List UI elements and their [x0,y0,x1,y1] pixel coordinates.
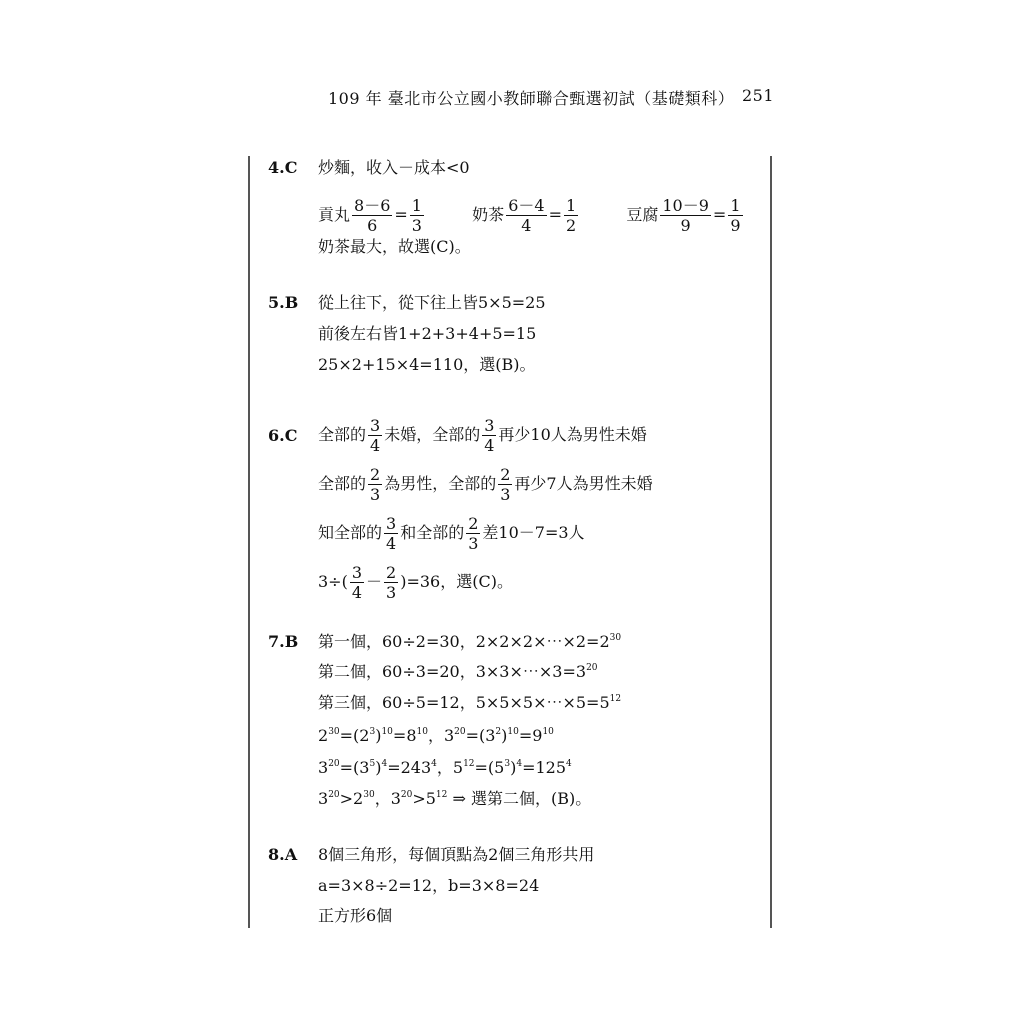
q6-line-3: 知全部的 $\frac{3}{4}$ 和全部的 $\frac{2}{3}$ 差10－7=3人 [318,514,585,553]
question-4-number: 4.C [268,158,298,177]
fraction: $\frac{2}{3}$ [386,563,397,602]
q5-line-1: 從上往下，從下往上皆5×5=25 [318,293,546,312]
page-header [328,86,788,109]
q7-line-1: 第一個，60÷2=30，$2\times 2\times 2\times\cdots\times 2=2^{30}$ [318,632,622,651]
fraction: $\frac{6-4}{4}$ [508,196,545,235]
q8-line-3: 正方形6個 [318,906,393,925]
q7-line-4: $2^{30}=(2^3)^{10}=8^{10}$，$3^{20}=(3^2)^{10}=9^{10}$ [318,726,554,745]
q7-line-2: 第二個，60÷3=20，$3\times 3\times\cdots\times 3=3^{20}$ [318,662,598,681]
q4-line-3: 奶茶最大，故選(C)。 [318,237,471,256]
q6-line-4: 3÷( $\frac{3}{4}$ － $\frac{2}{3}$ )=36，選(C)。 [318,563,513,602]
question-5-number: 5.B [268,293,299,312]
q6-line-2: 全部的 $\frac{2}{3}$ 為男性，全部的 $\frac{2}{3}$ 再少7人為男性未婚 [318,465,653,504]
q8-line-2: a=3×8÷2=12，b=3×8=24 [318,876,540,895]
q4-line-1: 炒麵，收入－成本<0 [318,158,470,177]
q7-line-3: 第三個，60÷5=12，$5\times 5\times 5\times\cdots\times 5=5^{12}$ [318,693,622,712]
q4-item1-label: 貢丸 [318,205,351,224]
fraction: $\frac{3}{4}$ [386,514,397,553]
q8-line-1: 8個三角形，每個頂點為2個三角形共用 [318,845,595,864]
q7-line-5: $3^{20}=(3^5)^4=243^4$，$5^{12}=(5^3)^4=125^4$ [318,758,572,777]
q6-line-1: 全部的 $\frac{3}{4}$ 未婚，全部的 $\frac{3}{4}$ 再少10人為男性未婚 [318,416,647,455]
fraction: $\frac{2}{3}$ [370,465,381,504]
header-title: 109 年 臺北市公立國小教師聯合甄選初試（基礎類科） [328,89,735,108]
fraction: $\frac{2}{3}$ [500,465,511,504]
q5-line-2: 前後左右皆1+2+3+4+5=15 [318,324,537,343]
question-8-number: 8.A [268,845,298,864]
q4-line-2: 貢丸 $\frac{8-6}{6}$ = $\frac{1}{3}$ 奶茶 $\frac{6-4}{4}$ = $\frac{1}{2}$ 豆腐 $\frac{10-9}{9}$ = $\frac{1}{9}$ [318,196,741,235]
fraction: $\frac{3}{4}$ [351,563,363,602]
fraction: $\frac{1}{3}$ [411,196,422,235]
fraction: $\frac{10-9}{9}$ [662,196,709,235]
fraction: $\frac{3}{4}$ [484,416,495,455]
fraction: $\frac{8-6}{6}$ [354,196,391,235]
fraction: $\frac{1}{2}$ [565,196,577,235]
fraction: $\frac{2}{3}$ [468,514,479,553]
q4-item2-label: 奶茶 [472,205,505,224]
q7-line-6: $3^{20}>2^{30}$，$3^{20}>5^{12}$ ⇒ 選第二個，(B)。 [318,789,592,808]
q4-item3-label: 豆腐 [626,205,659,224]
right-column-rule [770,156,772,928]
question-7-number: 7.B [268,632,299,651]
fraction: $\frac{1}{9}$ [730,196,741,235]
q5-line-3: 25×2+15×4=110，選(B)。 [318,355,536,374]
question-6-number: 6.C [268,426,298,445]
fraction: $\frac{3}{4}$ [370,416,381,455]
page-number: 251 [742,86,775,105]
left-column-rule [248,156,250,928]
